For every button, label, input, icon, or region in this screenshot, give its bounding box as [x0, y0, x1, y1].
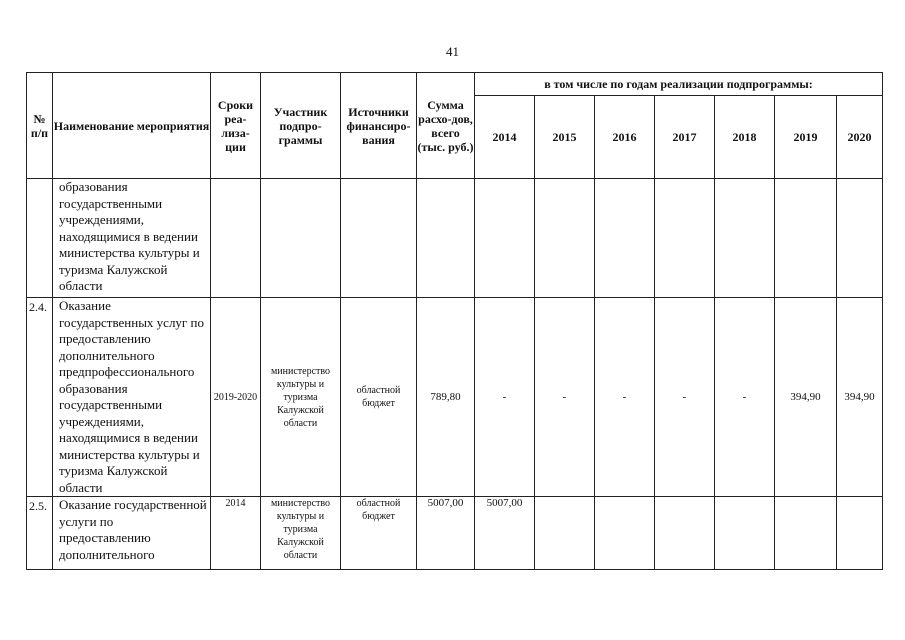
page-number: 41 — [446, 44, 459, 59]
row-source: областной бюджет — [341, 298, 417, 497]
row-year-2016: - — [595, 298, 655, 497]
header-year-2019: 2019 — [775, 96, 837, 179]
row-year-2016 — [595, 179, 655, 298]
row-num — [27, 179, 53, 298]
row-year-2017 — [655, 179, 715, 298]
measures-table — [26, 72, 883, 570]
header-year-2015: 2015 — [535, 96, 595, 179]
header-num: № п/п — [27, 73, 53, 179]
row-sum: 5007,00 — [417, 497, 475, 570]
row-num: 2.5. — [27, 497, 53, 570]
row-participant: министерство культуры и туризма Калужской области — [261, 497, 341, 570]
row-year-2019 — [775, 497, 837, 570]
row-year-2020: 394,90 — [837, 298, 883, 497]
row-year-2017 — [655, 497, 715, 570]
row-year-2016 — [595, 497, 655, 570]
header-name: Наименование мероприятия — [53, 73, 211, 179]
row-num: 2.4. — [27, 298, 53, 497]
row-year-2018 — [715, 497, 775, 570]
table-row — [27, 298, 883, 497]
row-year-2015 — [535, 179, 595, 298]
row-participant — [261, 179, 341, 298]
header-year-2014: 2014 — [475, 96, 535, 179]
row-year-2019: 394,90 — [775, 298, 837, 497]
row-terms: 2019-2020 — [211, 298, 261, 497]
header-sources: Источники финансиро-вания — [341, 73, 417, 179]
row-year-2019 — [775, 179, 837, 298]
row-source: областной бюджет — [341, 497, 417, 570]
row-year-2020 — [837, 179, 883, 298]
header-sum: Сумма расхо-дов, всего (тыс. руб.) — [417, 73, 475, 179]
header-terms: Сроки реа-лиза-ции — [211, 73, 261, 179]
row-year-2018 — [715, 179, 775, 298]
header-year-2016: 2016 — [595, 96, 655, 179]
header-year-2020: 2020 — [837, 96, 883, 179]
row-year-2017: - — [655, 298, 715, 497]
row-year-2018: - — [715, 298, 775, 497]
row-year-2020 — [837, 497, 883, 570]
row-year-2015: - — [535, 298, 595, 497]
row-year-2014: 5007,00 — [475, 497, 535, 570]
header-year-2017: 2017 — [655, 96, 715, 179]
header-participant: Участник подпро-граммы — [261, 73, 341, 179]
row-terms — [211, 179, 261, 298]
row-source — [341, 179, 417, 298]
header-row — [27, 73, 883, 96]
row-name: Оказание государственных услуг по предоставлению дополнительного предпрофессионального образования государственными учреждениями, находящимися в ведении министерства культуры и туризма Калужской области — [53, 298, 211, 497]
row-terms: 2014 — [211, 497, 261, 570]
row-name: Оказание государственной услуги по предоставлению дополнительного — [53, 497, 211, 570]
row-name: образования государственными учреждениями, находящимися в ведении министерства культуры и туризма Калужской области — [53, 179, 211, 298]
row-sum: 789,80 — [417, 298, 475, 497]
row-year-2015 — [535, 497, 595, 570]
header-year-2018: 2018 — [715, 96, 775, 179]
table-row — [27, 497, 883, 570]
row-participant: министерство культуры и туризма Калужской области — [261, 298, 341, 497]
row-year-2014: - — [475, 298, 535, 497]
table-row — [27, 179, 883, 298]
header-years-group: в том числе по годам реализации подпрограммы: — [475, 73, 883, 96]
row-sum — [417, 179, 475, 298]
row-year-2014 — [475, 179, 535, 298]
